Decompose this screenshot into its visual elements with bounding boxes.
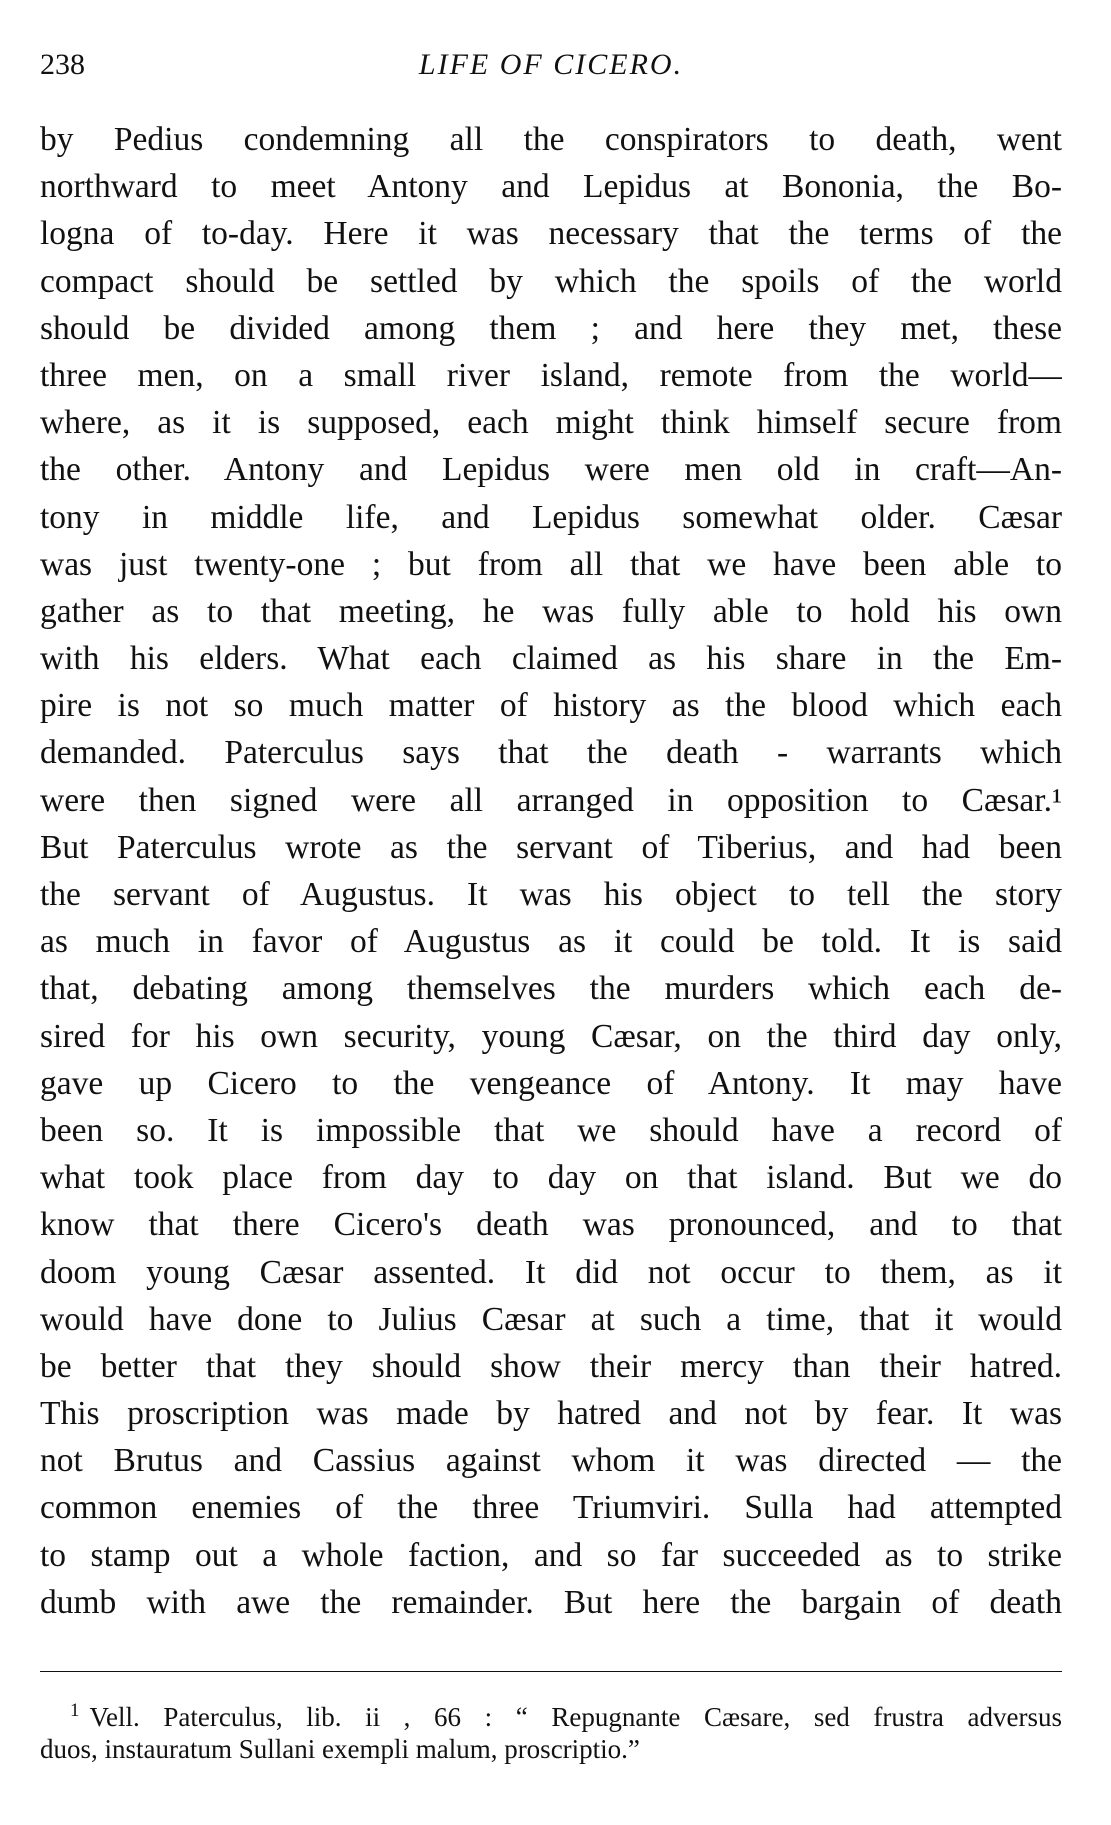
text-line: dumb with awe the remainder. But here the bargain of death xyxy=(40,1583,1062,1621)
text-line: the servant of Augustus. It was his object to tell the story xyxy=(40,876,1062,913)
text-line: doom young Cæsar assented. It did not occur to them, as it xyxy=(40,1253,1062,1291)
running-title: LIFE OF CICERO. xyxy=(418,48,684,81)
text-line: pire is not so much matter of history as the blood which each xyxy=(40,687,1062,725)
text-line: with his elders. What each claimed as his share in the Em- xyxy=(40,640,1062,678)
text-line: to stamp out a whole faction, and so far succeeded as to strike xyxy=(40,1536,1062,1574)
footnote-marker: 1 xyxy=(70,1700,80,1721)
text-line: where, as it is supposed, each might think himself secure from xyxy=(40,404,1062,442)
book-page xyxy=(40,0,1062,1825)
text-line: But Paterculus wrote as the servant of Tiberius, and had been xyxy=(40,828,1062,866)
text-line: by Pedius condemning all the conspirators to death, went xyxy=(40,121,1062,158)
text-line: gave up Cicero to the vengeance of Antony. It may have xyxy=(40,1064,1062,1102)
text-line: logna of to-day. Here it was necessary that the terms of the xyxy=(40,215,1062,253)
text-line: common enemies of the three Triumviri. Sulla had attempted xyxy=(40,1489,1062,1527)
text-line: been so. It is impossible that we should have a record of xyxy=(40,1111,1062,1149)
text-line: as much in favor of Augustus as it could be told. It is said xyxy=(40,923,1062,961)
text-line: compact should be settled by which the spoils of the world xyxy=(40,262,1062,300)
text-line: demanded. Paterculus says that the death - warrants which xyxy=(40,734,1062,772)
text-line: tony in middle life, and Lepidus somewhat older. Cæsar xyxy=(40,498,1062,536)
text-line: was just twenty-one ; but from all that we have been able to xyxy=(40,545,1062,583)
footnote-line: duos, instauratum Sullani exempli malum, proscriptio.” xyxy=(40,1734,640,1764)
running-head xyxy=(40,48,1062,88)
text-line: would have done to Julius Cæsar at such a time, that it would xyxy=(40,1300,1062,1338)
page-number: 238 xyxy=(40,48,85,81)
body-text xyxy=(40,116,1062,1626)
text-line: know that there Cicero's death was pronounced, and to that xyxy=(40,1206,1062,1244)
text-line: northward to meet Antony and Lepidus at Bononia, the Bo- xyxy=(40,168,1062,206)
text-line: the other. Antony and Lepidus were men old in craft—An- xyxy=(40,451,1062,489)
footnote xyxy=(40,1692,1062,1768)
text-line: not Brutus and Cassius against whom it was directed — the xyxy=(40,1442,1062,1480)
text-line: gather as to that meeting, he was fully able to hold his own xyxy=(40,592,1062,630)
text-line: what took place from day to day on that island. But we do xyxy=(40,1159,1062,1197)
footnote-text: Vell. Paterculus, lib. ii , 66 : “ Repugnante Cæsare, sed frustra adversus xyxy=(89,1702,1062,1732)
text-line: This proscription was made by hatred and not by fear. It was xyxy=(40,1395,1062,1433)
text-line: that, debating among themselves the murders which each de- xyxy=(40,970,1062,1008)
text-line: should be divided among them ; and here they met, these xyxy=(40,309,1062,347)
text-line: three men, on a small river island, remote from the world— xyxy=(40,356,1062,394)
text-line: sired for his own security, young Cæsar, on the third day only, xyxy=(40,1017,1062,1055)
footnote-line xyxy=(40,1692,1062,1730)
text-line: be better that they should show their mercy than their hatred. xyxy=(40,1347,1062,1385)
text-line: were then signed were all arranged in opposition to Cæsar.¹ xyxy=(40,781,1062,819)
footnote-rule xyxy=(40,1671,1062,1672)
